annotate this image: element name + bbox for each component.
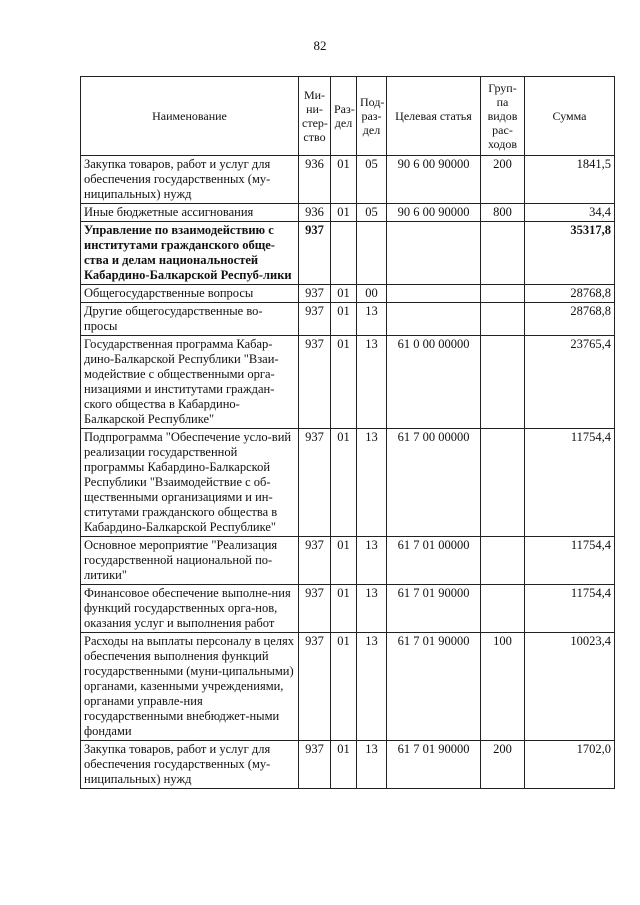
cell-ministry: 937	[299, 633, 331, 741]
cell-ministry: 936	[299, 204, 331, 222]
cell-sum: 11754,4	[525, 429, 615, 537]
cell-name: Управление по взаимодействию с институтами гражданского обще-ства и делам национальностей Кабардино-Балкарской Респуб-лики	[81, 222, 299, 285]
header-ministry: Ми-ни-стер-ство	[299, 77, 331, 156]
cell-sum: 34,4	[525, 204, 615, 222]
table-row	[81, 336, 615, 429]
cell-ministry: 936	[299, 156, 331, 204]
cell-sum: 1841,5	[525, 156, 615, 204]
cell-sum: 11754,4	[525, 585, 615, 633]
cell-section: 01	[331, 741, 357, 789]
cell-sum: 1702,0	[525, 741, 615, 789]
cell-target: 61 7 01 90000	[387, 633, 481, 741]
cell-name: Основное мероприятие "Реализация государственной национальной по-литики"	[81, 537, 299, 585]
cell-expense-group	[481, 537, 525, 585]
header-expense-group: Груп-па видов рас-ходов	[481, 77, 525, 156]
header-name: Наименование	[81, 77, 299, 156]
cell-subsection	[357, 222, 387, 285]
cell-ministry: 937	[299, 429, 331, 537]
cell-target: 61 7 00 00000	[387, 429, 481, 537]
cell-target	[387, 222, 481, 285]
cell-subsection: 05	[357, 156, 387, 204]
cell-target	[387, 303, 481, 336]
cell-ministry: 937	[299, 285, 331, 303]
cell-ministry: 937	[299, 303, 331, 336]
cell-name: Подпрограмма "Обеспечение усло-вий реализации государственной программы Кабардино-Балкарской Республики "Взаимодействие с об-щественными организациями и ин-ститутами гражданского общества в Кабардино-Балкарской Республике"	[81, 429, 299, 537]
table-header-row	[81, 77, 615, 156]
cell-sum: 10023,4	[525, 633, 615, 741]
page-number: 82	[313, 38, 327, 53]
cell-expense-group: 800	[481, 204, 525, 222]
cell-subsection: 13	[357, 741, 387, 789]
cell-section: 01	[331, 336, 357, 429]
cell-expense-group: 200	[481, 741, 525, 789]
table-row	[81, 285, 615, 303]
budget-table	[80, 76, 615, 789]
cell-sum: 35317,8	[525, 222, 615, 285]
cell-subsection: 05	[357, 204, 387, 222]
cell-ministry: 937	[299, 585, 331, 633]
cell-name: Закупка товаров, работ и услуг для обеспечения государственных (му-ниципальных) нужд	[81, 156, 299, 204]
table-row	[81, 222, 615, 285]
cell-section	[331, 222, 357, 285]
cell-section: 01	[331, 204, 357, 222]
cell-subsection: 13	[357, 633, 387, 741]
cell-target: 61 7 01 90000	[387, 741, 481, 789]
cell-section: 01	[331, 303, 357, 336]
table-row	[81, 585, 615, 633]
cell-name: Закупка товаров, работ и услуг для обеспечения государственных (му-ниципальных) нужд	[81, 741, 299, 789]
cell-section: 01	[331, 156, 357, 204]
cell-subsection: 13	[357, 585, 387, 633]
cell-name: Другие общегосударственные во-просы	[81, 303, 299, 336]
cell-section: 01	[331, 585, 357, 633]
header-sum: Сумма	[525, 77, 615, 156]
cell-name: Финансовое обеспечение выполне-ния функций государственных орга-нов, оказания услуг и выполнения работ	[81, 585, 299, 633]
header-section: Раз-дел	[331, 77, 357, 156]
cell-name: Иные бюджетные ассигнования	[81, 204, 299, 222]
cell-sum: 11754,4	[525, 537, 615, 585]
cell-ministry: 937	[299, 222, 331, 285]
cell-target	[387, 285, 481, 303]
cell-subsection: 13	[357, 537, 387, 585]
cell-ministry: 937	[299, 336, 331, 429]
cell-expense-group	[481, 336, 525, 429]
cell-expense-group	[481, 429, 525, 537]
cell-expense-group: 200	[481, 156, 525, 204]
table-row	[81, 537, 615, 585]
cell-subsection: 00	[357, 285, 387, 303]
table-row	[81, 204, 615, 222]
cell-target: 90 6 00 90000	[387, 156, 481, 204]
cell-subsection: 13	[357, 303, 387, 336]
cell-expense-group	[481, 222, 525, 285]
cell-name: Государственная программа Кабар-дино-Балкарской Республики "Взаи-модействие с общественными орга-низациями и институтами граждан-ского общества в Кабардино-Балкарской Республике"	[81, 336, 299, 429]
table-row	[81, 633, 615, 741]
cell-ministry: 937	[299, 537, 331, 585]
cell-target: 61 7 01 00000	[387, 537, 481, 585]
cell-subsection: 13	[357, 336, 387, 429]
header-subsection: Под-раз-дел	[357, 77, 387, 156]
cell-expense-group: 100	[481, 633, 525, 741]
table-row	[81, 303, 615, 336]
cell-target: 90 6 00 90000	[387, 204, 481, 222]
cell-expense-group	[481, 285, 525, 303]
cell-section: 01	[331, 537, 357, 585]
table-row	[81, 156, 615, 204]
cell-target: 61 7 01 90000	[387, 585, 481, 633]
cell-expense-group	[481, 585, 525, 633]
cell-ministry: 937	[299, 741, 331, 789]
cell-sum: 28768,8	[525, 303, 615, 336]
cell-sum: 28768,8	[525, 285, 615, 303]
header-target: Целевая статья	[387, 77, 481, 156]
cell-section: 01	[331, 633, 357, 741]
cell-target: 61 0 00 00000	[387, 336, 481, 429]
cell-expense-group	[481, 303, 525, 336]
cell-sum: 23765,4	[525, 336, 615, 429]
cell-section: 01	[331, 429, 357, 537]
table-row	[81, 741, 615, 789]
cell-name: Расходы на выплаты персоналу в целях обеспечения выполнения функций государственными (муни-ципальными) органами, казенными учреждениями, органами управле-ния государственными внебюджет-ными фондами	[81, 633, 299, 741]
cell-subsection: 13	[357, 429, 387, 537]
cell-name: Общегосударственные вопросы	[81, 285, 299, 303]
table-row	[81, 429, 615, 537]
cell-section: 01	[331, 285, 357, 303]
